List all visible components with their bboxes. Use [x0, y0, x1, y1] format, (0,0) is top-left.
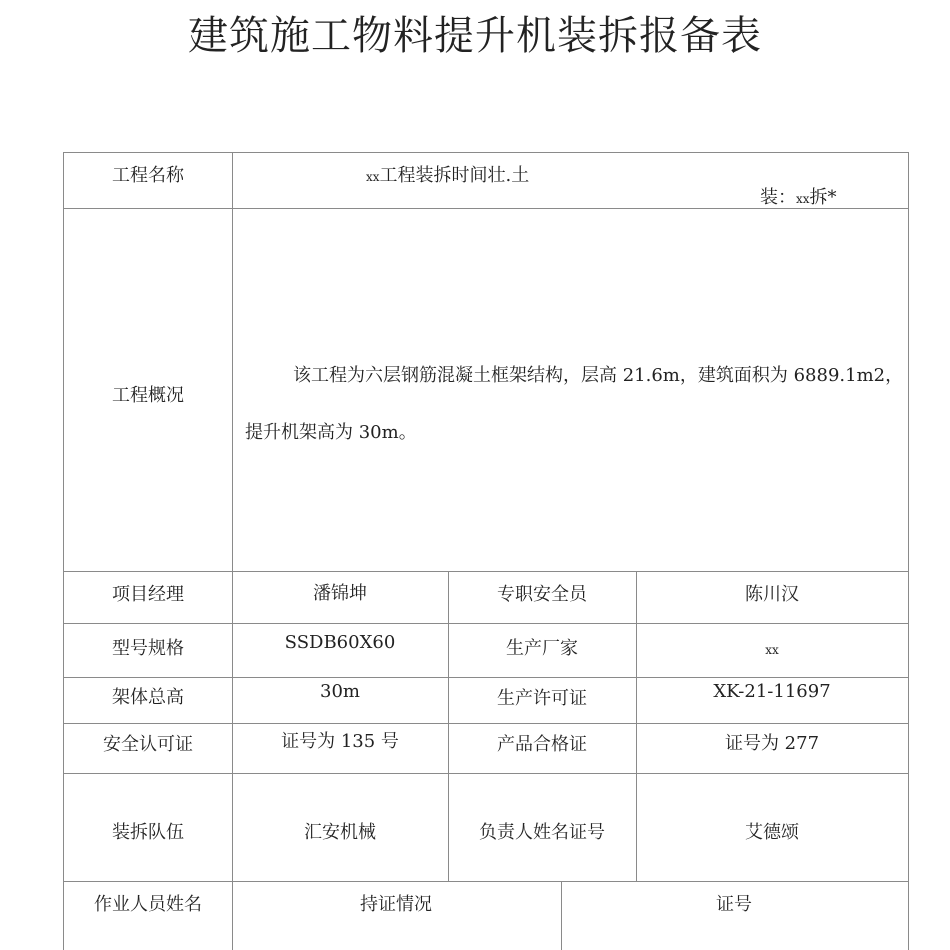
manager-label: 项目经理	[112, 584, 184, 605]
project-name-prefix: xx	[366, 170, 380, 184]
project-name-label: 工程名称	[112, 165, 184, 186]
frame-height-value: 30m	[320, 681, 360, 702]
frame-height-label: 架体总高	[112, 687, 184, 708]
project-name-value	[366, 161, 529, 187]
table-border-left	[63, 152, 64, 950]
product-cert-label: 产品合格证	[497, 734, 587, 755]
cert-status-label: 持证情况	[360, 894, 432, 915]
table-rule	[63, 677, 909, 678]
page-title: 建筑施工物料提升机装拆报备表	[188, 13, 762, 59]
table-rule	[63, 571, 909, 572]
model-value: SSDB60X60	[284, 632, 396, 653]
leader-label: 负责人姓名证号	[479, 822, 605, 843]
overview-line-1: 该工程为六层钢筋混凝土框架结构，层高 21.6m，建筑面积为 6889.1m2，	[293, 365, 904, 386]
table-rule	[63, 881, 909, 882]
leader-value: 艾德颂	[745, 822, 799, 843]
table-border-right	[908, 152, 909, 950]
manufacturer-label: 生产厂家	[506, 638, 578, 659]
table-rule	[561, 881, 562, 950]
table-border-top	[63, 152, 909, 153]
table-rule	[232, 152, 233, 950]
manager-value: 潘锦坤	[313, 583, 367, 604]
install-text: 装：	[760, 187, 796, 208]
product-cert-value: 证号为 277	[724, 733, 820, 754]
table-rule	[448, 571, 449, 881]
safety-cert-value: 证号为 135 号	[281, 731, 399, 752]
table-rule	[63, 723, 909, 724]
overview-label: 工程概况	[112, 385, 184, 406]
safety-officer-label: 专职安全员	[497, 584, 587, 605]
team-value: 汇安机械	[304, 822, 376, 843]
remove-text: 拆*	[809, 187, 837, 208]
table-rule	[63, 773, 909, 774]
manufacturer-value: xx	[765, 643, 779, 657]
team-label: 装拆队伍	[112, 822, 184, 843]
table-rule	[636, 571, 637, 881]
model-label: 型号规格	[112, 638, 184, 659]
project-name-text: 工程装拆时间壮.土	[379, 165, 530, 186]
safety-cert-label: 安全认可证	[103, 734, 193, 755]
table-rule	[63, 623, 909, 624]
production-license-value: XK-21-11697	[713, 681, 831, 702]
install-small: xx	[796, 192, 810, 206]
install-remove-note	[760, 183, 837, 209]
cert-number-label: 证号	[716, 894, 752, 915]
worker-name-label: 作业人员姓名	[94, 894, 202, 915]
safety-officer-value: 陈川汉	[745, 584, 799, 605]
overview-line-2: 提升机架高为 30m。	[245, 422, 417, 443]
production-license-label: 生产许可证	[497, 688, 587, 709]
